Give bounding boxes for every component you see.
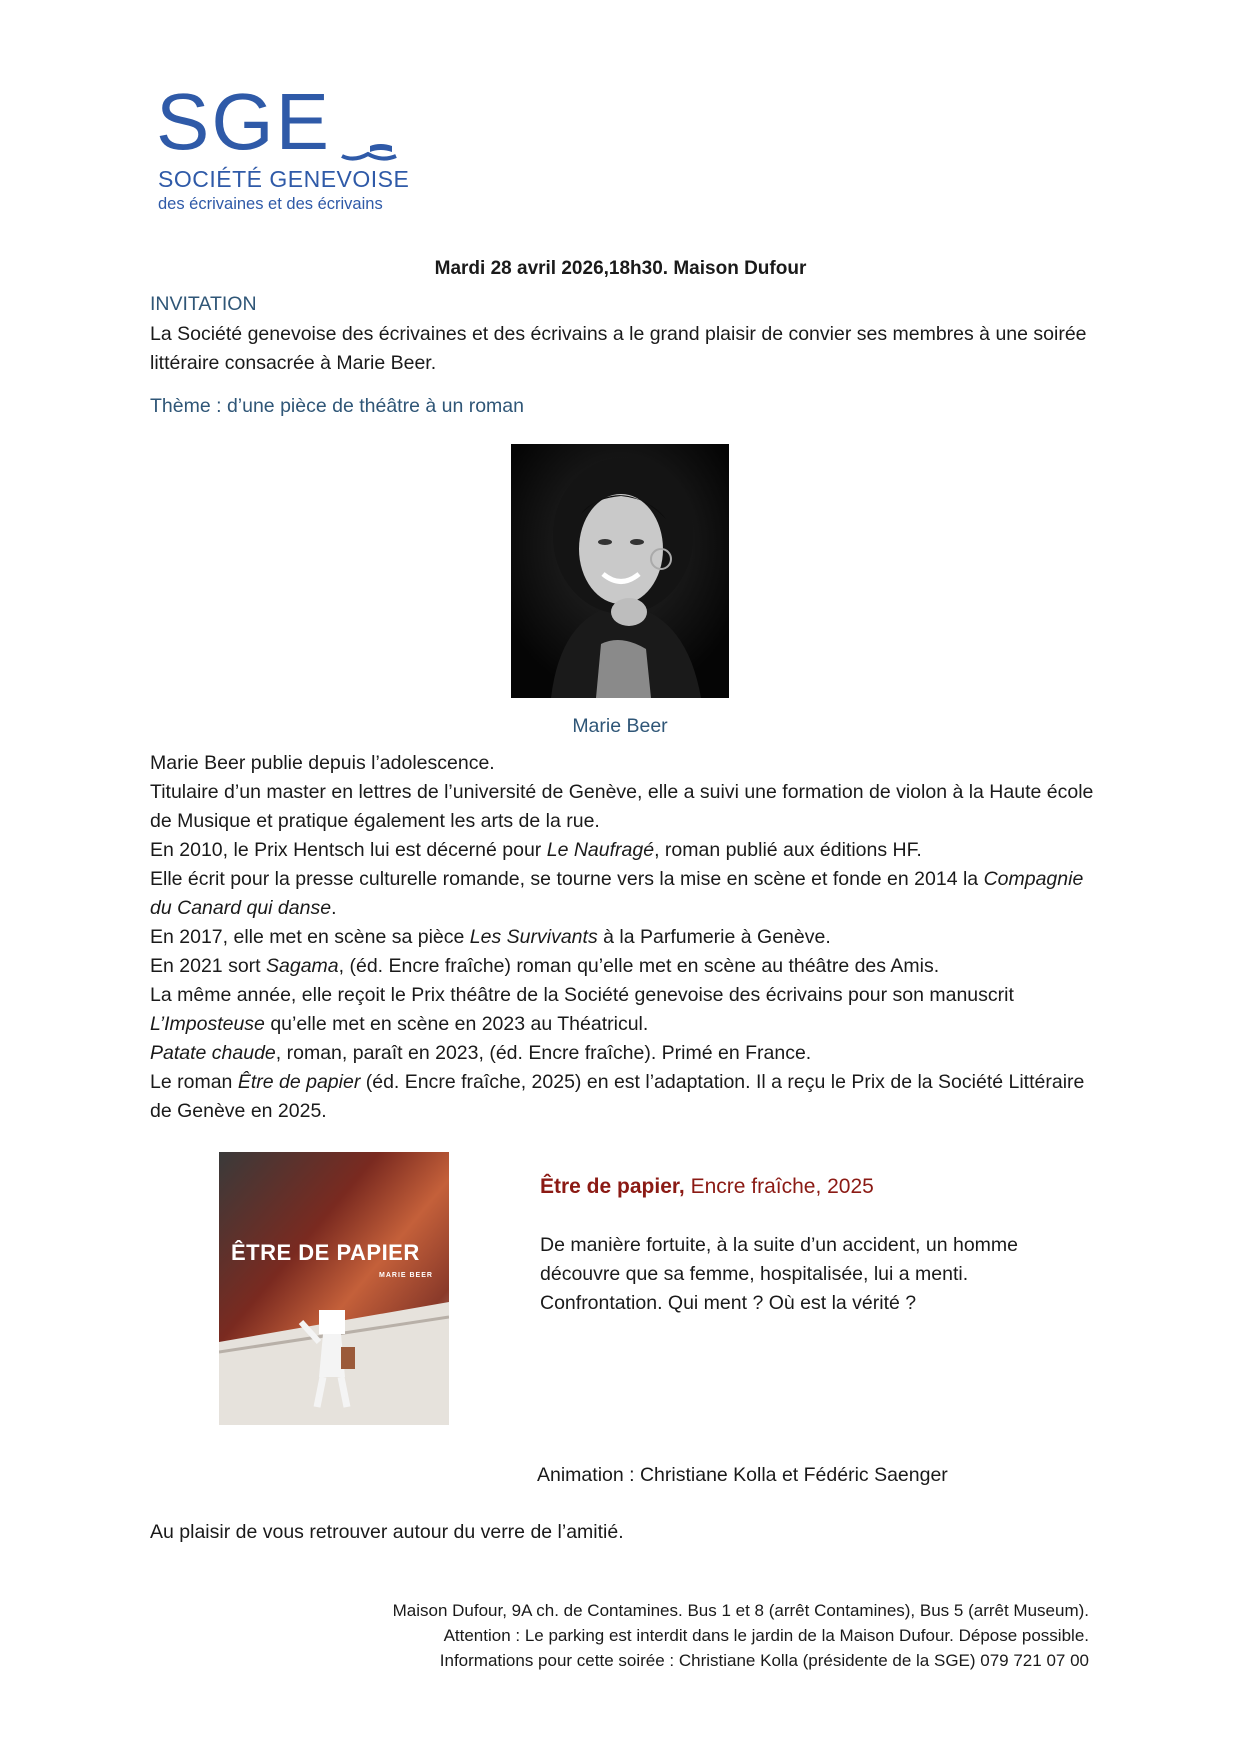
logo-name-line2: des écrivaines et des écrivains — [158, 195, 383, 213]
work-title: Patate chaude — [150, 1042, 276, 1064]
footer-contact: Informations pour cette soirée : Christiane Kolla (présidente de la SGE) 079 721 07 00 — [439, 1651, 1089, 1670]
bio-line: Patate chaude, roman, paraît en 2023, (éd. Encre fraîche). Primé en France. — [150, 1042, 812, 1064]
footer-info — [189, 1598, 1089, 1673]
book-cover — [219, 1152, 449, 1425]
bio-line: En 2010, le Prix Hentsch lui est décerné pour Le Naufragé, roman publié aux éditions HF. — [150, 839, 922, 861]
event-headline: Mardi 28 avril 2026,18h30. Maison Dufour — [434, 258, 807, 279]
blurb-paragraph: Confrontation. Qui ment ? Où est la vérité ? — [540, 1292, 917, 1314]
footer-address: Maison Dufour, 9A ch. de Contamines. Bus 1 et 8 (arrêt Contamines), Bus 5 (arrêt Museum). — [392, 1601, 1089, 1620]
work-title: Le Naufragé — [546, 839, 655, 861]
author-photo — [511, 444, 729, 698]
work-title: Être de papier — [237, 1071, 361, 1093]
animation-credits: Animation : Christiane Kolla et Fédéric Saenger — [537, 1464, 948, 1486]
book-blurb — [540, 1231, 1020, 1318]
logo-acronym: SGE — [156, 77, 331, 166]
author-bio — [150, 749, 1100, 1126]
bio-line: En 2021 sort Sagama, (éd. Encre fraîche) roman qu’elle met en scène au théâtre des Amis. — [150, 955, 940, 977]
bio-line: La même année, elle reçoit le Prix théâtre de la Société genevoise des écrivains pour son manuscrit L’Imposteuse qu’elle met en scène en 2023 au Théatricul. — [150, 984, 1014, 1035]
bio-line: Le roman Être de papier (éd. Encre fraîche, 2025) en est l’adaptation. Il a reçu le Prix de la Société Littéraire de Genève en 2025. — [150, 1071, 1085, 1122]
closing-line: Au plaisir de vous retrouver autour du verre de l’amitié. — [150, 1521, 624, 1543]
sge-logo — [150, 77, 410, 222]
bio-line: Elle écrit pour la presse culturelle romande, se tourne vers la mise en scène et fonde en 2014 la Compagnie du Canard qui danse. — [150, 868, 1084, 919]
bio-line: Marie Beer publie depuis l’adolescence. — [150, 752, 495, 774]
bio-line: En 2017, elle met en scène sa pièce Les Survivants à la Parfumerie à Genève. — [150, 926, 831, 948]
book-title-line — [540, 1175, 874, 1199]
footer-parking-note: Attention : Le parking est interdit dans le jardin de la Maison Dufour. Dépose possible. — [443, 1626, 1089, 1645]
cover-title: ÊTRE DE PAPIER — [231, 1240, 420, 1265]
book-wave-icon — [340, 140, 398, 162]
book-title: Être de papier, — [540, 1175, 685, 1198]
invitation-intro: La Société genevoise des écrivaines et des écrivains a le grand plaisir de convier ses membres à une soirée littéraire consacrée à Marie Beer. — [150, 323, 1087, 374]
blurb-paragraph: De manière fortuite, à la suite d’un accident, un homme découvre que sa femme, hospitalisée, lui a menti. — [540, 1234, 1019, 1285]
photo-caption: Marie Beer — [572, 715, 668, 737]
bio-line: Titulaire d’un master en lettres de l’université de Genève, elle a suivi une formation de violon à la Haute école de Musique et pratique également les arts de la rue. — [150, 781, 1094, 832]
book-publisher: Encre fraîche, 2025 — [684, 1175, 874, 1198]
invitation-label: INVITATION — [150, 293, 257, 315]
work-title: Compagnie du Canard qui danse — [150, 868, 1084, 919]
logo-name-line1: SOCIÉTÉ GENEVOISE — [158, 166, 410, 192]
theme-line: Thème : d’une pièce de théâtre à un roman — [150, 395, 524, 417]
work-title: Sagama — [266, 955, 339, 977]
work-title: Les Survivants — [469, 926, 598, 948]
work-title: L’Imposteuse — [150, 1013, 265, 1035]
cover-author: MARIE BEER — [379, 1272, 433, 1279]
